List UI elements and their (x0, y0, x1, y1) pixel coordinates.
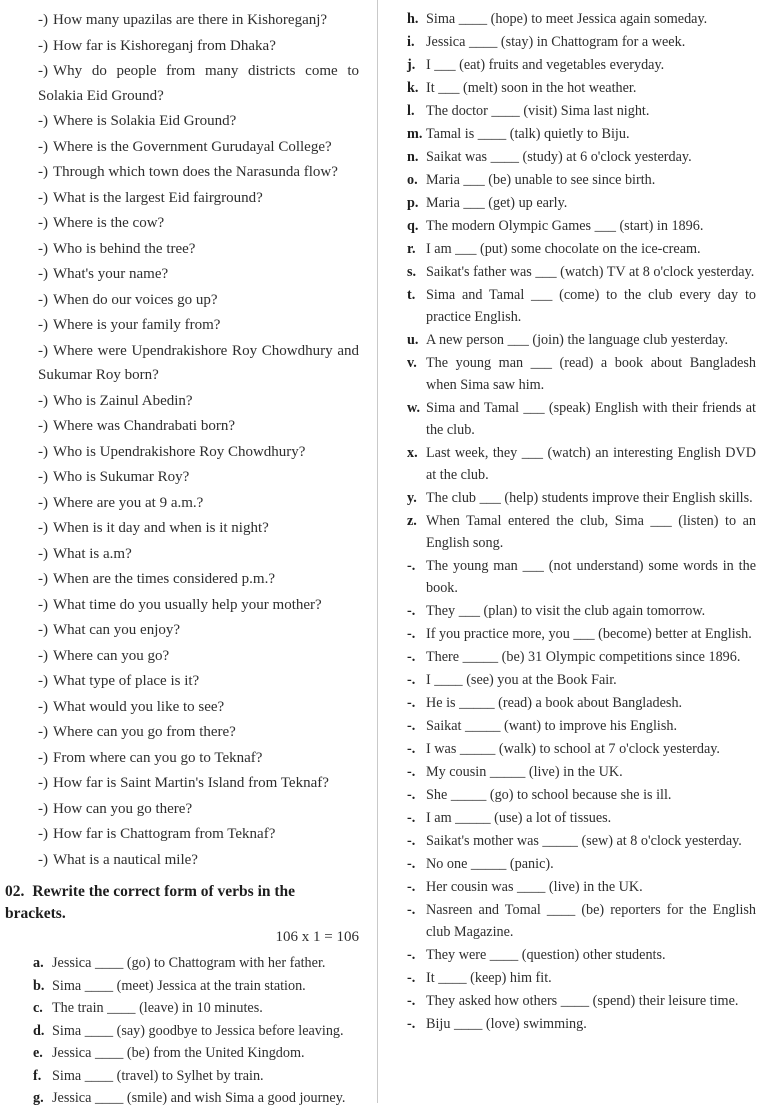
verb-item (407, 329, 756, 351)
question-item (38, 109, 359, 134)
question-bullet: -) (38, 673, 48, 689)
question-text: Where was Chandrabati born? (53, 418, 236, 434)
item-text: The club ___ (help) students improve their English skills. (426, 490, 753, 506)
verb-item (407, 442, 756, 486)
item-letter: d. (33, 1022, 45, 1039)
item-letter: l. (407, 103, 415, 119)
item-letter: -. (407, 993, 416, 1009)
question-item (38, 186, 359, 211)
question-item (38, 771, 359, 796)
verb-item (407, 738, 756, 760)
item-letter: q. (407, 218, 419, 234)
item-text: Sima and Tamal ___ (speak) English with their friends at the club. (426, 400, 756, 438)
question-bullet: -) (38, 392, 48, 409)
item-text: They were ____ (question) other students. (426, 947, 666, 963)
verb-item (407, 238, 756, 260)
item-letter: e. (33, 1045, 43, 1061)
question-text: Where is the Government Gurudayal College? (53, 138, 332, 155)
section2-heading (5, 881, 359, 925)
question-bullet: -) (38, 520, 48, 536)
question-bullet: -) (38, 418, 48, 434)
verb-item (33, 1021, 359, 1043)
item-text: Saikat was ____ (study) at 6 o'clock yesterday. (426, 149, 692, 165)
question-bullet: -) (38, 749, 48, 766)
question-bullet: -) (38, 545, 48, 562)
item-letter: f. (33, 1067, 42, 1084)
item-letter: c. (33, 1000, 43, 1016)
verb-item (407, 352, 756, 396)
verb-item (407, 77, 756, 99)
question-text: Who is behind the tree? (53, 240, 196, 257)
question-text: Where is your family from? (53, 317, 221, 333)
item-text: Sima and Tamal ___ (come) to the club every day to practice English. (426, 287, 756, 325)
item-text: My cousin _____ (live) in the UK. (426, 764, 623, 780)
item-letter: -. (407, 764, 416, 780)
verb-item (407, 899, 756, 943)
item-letter: u. (407, 332, 419, 348)
question-item (38, 34, 359, 59)
verb-item (407, 510, 756, 554)
item-letter: -. (407, 833, 416, 849)
left-column (0, 0, 378, 1106)
verb-item (407, 807, 756, 829)
item-text: Maria ___ (get) up early. (426, 195, 568, 211)
item-letter: r. (407, 241, 416, 257)
question-text: Who is Upendrakishore Roy Chowdhury? (53, 443, 306, 460)
question-text: Where can you go from there? (53, 724, 236, 740)
item-letter: -. (407, 649, 416, 665)
question-item (38, 288, 359, 313)
section2-title: Rewrite the correct form of verbs in the brackets. (5, 883, 296, 922)
question-text: What type of place is it? (53, 673, 200, 689)
item-text: They asked how others ____ (spend) their leisure time. (426, 993, 739, 1009)
question-bullet: -) (38, 113, 48, 129)
question-item (38, 848, 359, 873)
verb-item (407, 8, 756, 30)
question-item (38, 465, 359, 490)
item-text: Her cousin was ____ (live) in the UK. (426, 879, 643, 895)
question-item (38, 160, 359, 185)
question-item (38, 440, 359, 465)
verb-item (407, 397, 756, 441)
item-letter: -. (407, 672, 416, 688)
question-text: From where can you go to Teknaf? (53, 749, 263, 766)
verb-item (33, 1088, 359, 1110)
item-text: I ___ (eat) fruits and vegetables everyday. (426, 57, 665, 73)
question-text: Where are you at 9 a.m.? (53, 494, 204, 511)
question-item (38, 593, 359, 618)
question-item (38, 695, 359, 720)
question-text: What can you enjoy? (53, 622, 181, 638)
question-bullet: -) (38, 37, 48, 54)
question-text: What time do you usually help your mother? (53, 596, 322, 613)
verb-item (407, 600, 756, 622)
verb-items-right (407, 8, 756, 1035)
question-bullet: -) (38, 317, 48, 333)
verb-item (407, 784, 756, 806)
question-text: Where is Solakia Eid Ground? (53, 113, 237, 129)
item-letter: o. (407, 172, 418, 188)
item-text: Saikat's mother was _____ (sew) at 8 o'clock yesterday. (426, 833, 742, 849)
question-bullet: -) (38, 800, 48, 817)
item-text: Saikat _____ (want) to improve his English. (426, 718, 678, 734)
item-text: Sima ____ (travel) to Sylhet by train. (52, 1067, 264, 1084)
question-item (38, 262, 359, 287)
item-text: Last week, they ___ (watch) an interesting English DVD at the club. (426, 445, 756, 483)
question-text: How far is Kishoreganj from Dhaka? (53, 37, 276, 54)
item-text: Jessica ____ (smile) and wish Sima a good journey. (52, 1090, 346, 1106)
question-item (38, 567, 359, 592)
question-item (38, 542, 359, 567)
question-item (38, 339, 359, 388)
item-letter: b. (33, 977, 45, 994)
question-item (38, 237, 359, 262)
question-item (38, 491, 359, 516)
question-item (38, 8, 359, 33)
question-text: How far is Chattogram from Teknaf? (53, 826, 276, 842)
item-letter: a. (33, 955, 44, 971)
question-text: What's your name? (53, 266, 169, 282)
question-bullet: -) (38, 12, 48, 28)
item-letter: w. (407, 400, 421, 416)
item-text: The train ____ (leave) in 10 minutes. (52, 1000, 263, 1016)
question-text: What would you like to see? (53, 698, 225, 715)
item-letter: p. (407, 195, 419, 211)
item-text: The young man ___ (not understand) some words in the book. (426, 558, 756, 596)
verb-item (407, 944, 756, 966)
item-text: I am _____ (use) a lot of tissues. (426, 810, 612, 826)
question-item (38, 211, 359, 236)
section2-number: 02. (5, 883, 25, 900)
item-letter: s. (407, 264, 417, 280)
item-letter: z. (407, 513, 417, 529)
question-bullet: -) (38, 138, 48, 155)
item-text: It ____ (keep) him fit. (426, 970, 552, 986)
item-text: If you practice more, you ___ (become) better at English. (426, 626, 752, 642)
question-bullet: -) (38, 469, 48, 485)
item-letter: -. (407, 1016, 416, 1032)
question-text: When is it day and when is it night? (53, 520, 269, 536)
item-letter: -. (407, 879, 416, 895)
verb-item (33, 976, 359, 998)
verb-item (407, 761, 756, 783)
item-letter: -. (407, 695, 416, 711)
question-bullet: -) (38, 698, 48, 715)
question-bullet: -) (38, 596, 48, 613)
item-text: The young man ___ (read) a book about Bangladesh when Sima saw him. (426, 355, 756, 393)
question-item (38, 135, 359, 160)
question-bullet: -) (38, 240, 48, 257)
question-text: Where can you go? (53, 647, 170, 664)
item-text: Biju ____ (love) swimming. (426, 1016, 587, 1032)
item-letter: g. (33, 1090, 44, 1106)
question-item (38, 797, 359, 822)
item-text: It ___ (melt) soon in the hot weather. (426, 80, 637, 96)
verb-item (407, 146, 756, 168)
question-item (38, 516, 359, 541)
question-text: What is the largest Eid fairground? (53, 189, 263, 206)
question-bullet: -) (38, 215, 48, 231)
question-text: Through which town does the Narasunda flow? (53, 164, 338, 180)
item-letter: -. (407, 741, 416, 757)
question-item (38, 59, 359, 108)
question-bullet: -) (38, 851, 48, 868)
item-letter: -. (407, 626, 416, 642)
item-letter: i. (407, 34, 415, 50)
question-bullet: -) (38, 775, 48, 791)
question-bullet: -) (38, 443, 48, 460)
item-text: Jessica ____ (be) from the United Kingdom. (52, 1045, 305, 1061)
item-text: Sima ____ (meet) Jessica at the train station. (52, 977, 306, 994)
item-text: Jessica ____ (go) to Chattogram with her father. (52, 955, 326, 971)
verb-item (407, 215, 756, 237)
question-item (38, 389, 359, 414)
item-text: There _____ (be) 31 Olympic competitions since 1896. (426, 649, 741, 665)
item-text: Nasreen and Tomal ____ (be) reporters for the English club Magazine. (426, 902, 756, 940)
verb-item (407, 100, 756, 122)
question-item (38, 414, 359, 439)
verb-item (407, 123, 756, 145)
verb-item (407, 692, 756, 714)
question-text: What is a.m? (53, 545, 132, 562)
item-letter: -. (407, 856, 416, 872)
question-item (38, 720, 359, 745)
item-text: Maria ___ (be) unable to see since birth. (426, 172, 656, 188)
question-bullet: -) (38, 826, 48, 842)
item-letter: j. (407, 57, 416, 73)
item-text: Tamal is ____ (talk) quietly to Biju. (426, 126, 630, 142)
verb-item (33, 998, 359, 1020)
item-letter: n. (407, 149, 419, 165)
question-bullet: -) (38, 189, 48, 206)
item-text: When Tamal entered the club, Sima ___ (listen) to an English song. (426, 513, 756, 551)
question-bullet: -) (38, 63, 48, 79)
marks-line: 106 x 1 = 106 (275, 929, 359, 945)
question-text: How far is Saint Martin's Island from Teknaf? (53, 775, 329, 791)
item-letter: -. (407, 603, 416, 619)
verb-item (407, 54, 756, 76)
item-letter: t. (407, 287, 416, 303)
verb-item (407, 853, 756, 875)
verb-item (33, 1043, 359, 1065)
question-text: Who is Sukumar Roy? (53, 469, 190, 485)
item-letter: -. (407, 947, 416, 963)
question-bullet: -) (38, 291, 48, 308)
question-bullet: -) (38, 724, 48, 740)
item-letter: -. (407, 787, 416, 803)
item-letter: -. (407, 558, 416, 574)
item-text: She _____ (go) to school because she is ill. (426, 787, 672, 803)
verb-item (407, 555, 756, 599)
question-bullet: -) (38, 342, 48, 359)
verb-item (407, 1013, 756, 1035)
item-text: They ___ (plan) to visit the club again tomorrow. (426, 603, 706, 619)
verb-item (407, 623, 756, 645)
question-bullet: -) (38, 164, 48, 180)
question-item (38, 822, 359, 847)
question-bullet: -) (38, 494, 48, 511)
verb-item (407, 669, 756, 691)
verb-item (407, 192, 756, 214)
question-bullet: -) (38, 571, 48, 587)
question-text: How many upazilas are there in Kishoreganj? (53, 12, 328, 28)
item-text: I am ___ (put) some chocolate on the ice-cream. (426, 241, 701, 257)
item-text: He is _____ (read) a book about Bangladesh. (426, 695, 683, 711)
verb-item (407, 487, 756, 509)
item-letter: h. (407, 11, 419, 27)
question-text: When do our voices go up? (53, 291, 218, 308)
verb-item (407, 715, 756, 737)
item-text: Saikat's father was ___ (watch) TV at 8 o'clock yesterday. (426, 264, 755, 280)
item-letter: -. (407, 970, 416, 986)
item-text: Jessica ____ (stay) in Chattogram for a week. (426, 34, 686, 50)
question-bullet: -) (38, 647, 48, 664)
item-text: I ____ (see) you at the Book Fair. (426, 672, 617, 688)
item-letter: k. (407, 80, 419, 96)
verb-item (407, 967, 756, 989)
verb-item (407, 646, 756, 668)
item-text: A new person ___ (join) the language club yesterday. (426, 332, 729, 348)
question-bullet: -) (38, 622, 48, 638)
verb-item (33, 1066, 359, 1088)
item-letter: -. (407, 810, 416, 826)
item-letter: m. (407, 126, 423, 142)
verb-item (407, 990, 756, 1012)
item-text: Sima ____ (hope) to meet Jessica again someday. (426, 11, 708, 27)
question-text: When are the times considered p.m.? (53, 571, 275, 587)
question-text: Where is the cow? (53, 215, 165, 231)
verb-item (407, 31, 756, 53)
right-column (378, 0, 770, 1103)
item-text: Sima ____ (say) goodbye to Jessica before leaving. (52, 1022, 344, 1039)
question-item (38, 746, 359, 771)
verb-item (407, 169, 756, 191)
item-text: The doctor ____ (visit) Sima last night. (426, 103, 650, 119)
item-text: The modern Olympic Games ___ (start) in 1896. (426, 218, 704, 234)
verb-item (407, 284, 756, 328)
verb-item (407, 261, 756, 283)
item-text: No one _____ (panic). (426, 856, 554, 872)
question-bullet: -) (38, 266, 48, 282)
verb-item (33, 953, 359, 975)
question-item (38, 618, 359, 643)
question-item (38, 644, 359, 669)
question-item (38, 669, 359, 694)
verb-item (407, 876, 756, 898)
item-letter: x. (407, 445, 418, 461)
question-text: Why do people from many districts come to Solakia Eid Ground? (38, 63, 359, 104)
verb-items-left (33, 953, 359, 1110)
verb-item (407, 830, 756, 852)
item-letter: v. (407, 355, 417, 371)
question-item (38, 313, 359, 338)
item-text: I was _____ (walk) to school at 7 o'clock yesterday. (426, 741, 720, 757)
question-list (38, 8, 359, 872)
item-letter: -. (407, 902, 416, 918)
question-text: Where were Upendrakishore Roy Chowdhury and Sukumar Roy born? (38, 342, 359, 383)
item-letter: y. (407, 490, 417, 506)
question-text: How can you go there? (53, 800, 193, 817)
question-text: What is a nautical mile? (53, 851, 198, 868)
question-text: Who is Zainul Abedin? (53, 392, 193, 409)
item-letter: -. (407, 718, 416, 734)
